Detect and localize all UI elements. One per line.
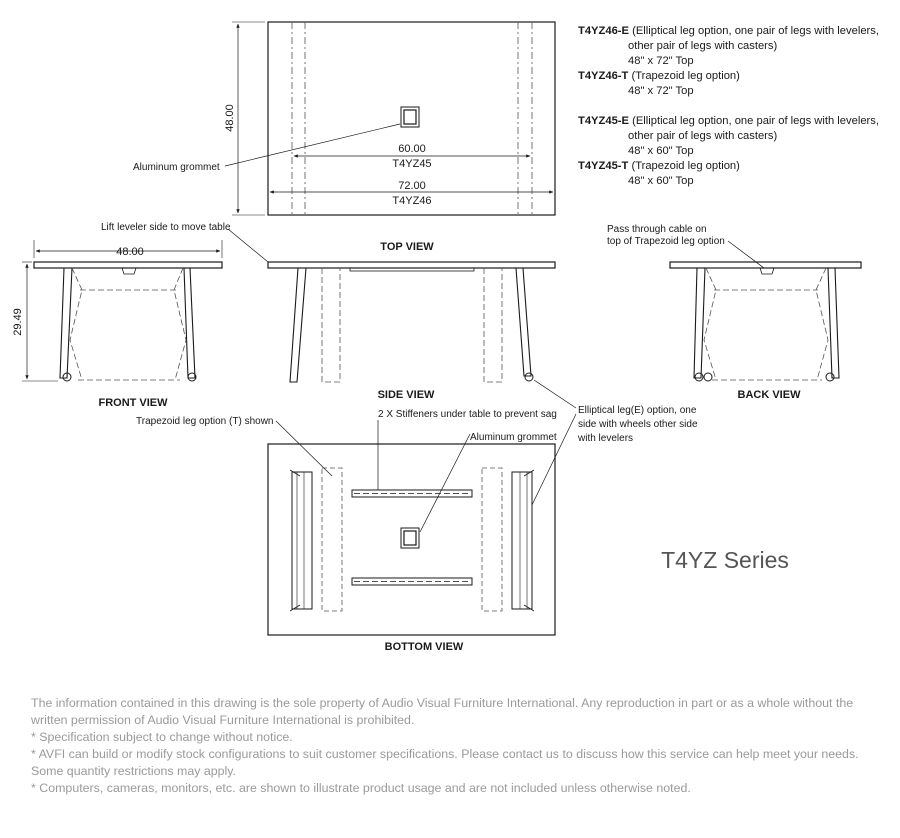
elliptical-label-line1: Elliptical leg(E) option, one <box>578 405 697 416</box>
bottom-view-title: BOTTOM VIEW <box>384 641 464 653</box>
top-inner-model: T4YZ45 <box>392 158 432 170</box>
spec-cont: other pair of legs with casters) <box>628 130 778 142</box>
top-outer-length: 72.00 <box>398 180 426 192</box>
spec-gap <box>578 99 893 114</box>
cable-label-line1: Pass through cable on <box>607 224 707 235</box>
spec-size: 48" x 60" Top <box>628 145 694 157</box>
top-inner-length: 60.00 <box>398 143 426 155</box>
top-grommet-label: Aluminum grommet <box>133 162 220 173</box>
spec-line <box>578 69 893 84</box>
elliptical-label-line3: with levelers <box>578 433 634 444</box>
trapezoid-label: Trapezoid leg option (T) shown <box>136 416 274 427</box>
note-illustration: * Computers, cameras, monitors, etc. are shown to illustrate product usage and are not included unless otherwise noted. <box>31 781 691 795</box>
lift-leveler-label: Lift leveler side to move table <box>101 222 231 233</box>
stiffener-label: 2 X Stiffeners under table to prevent sag <box>378 409 557 420</box>
spec-code: T4YZ45-T <box>578 160 629 172</box>
side-view-title: SIDE VIEW <box>377 389 435 401</box>
front-height-dim: 29.49 <box>12 308 24 336</box>
model-spec-list <box>578 24 893 189</box>
note-ownership: The information contained in this drawing is the sole property of Audio Visual Furniture International. Any reproduction in part or as a whole without the written permission of Audio Visual Furniture International is prohibited. <box>31 696 854 727</box>
spec-desc: (Trapezoid leg option) <box>628 70 740 82</box>
spec-code: T4YZ46-E <box>578 25 629 37</box>
top-depth-dim: 48.00 <box>224 104 236 132</box>
spec-desc: (Trapezoid leg option) <box>628 160 740 172</box>
bottom-grommet-label: Aluminum grommet <box>470 432 557 443</box>
top-view-title: TOP VIEW <box>380 241 434 253</box>
bottom-view <box>268 414 576 635</box>
spec-line <box>578 24 893 39</box>
series-title: T4YZ Series <box>661 547 789 573</box>
spec-size: 48" x 72" Top <box>628 85 694 97</box>
spec-desc: (Elliptical leg option, one pair of legs with levelers, <box>628 25 879 37</box>
cable-label-line2: top of Trapezoid leg option <box>607 236 725 247</box>
spec-line <box>578 114 893 129</box>
front-view-title: FRONT VIEW <box>98 397 168 409</box>
spec-size: 48" x 60" Top <box>628 175 694 187</box>
spec-code: T4YZ45-E <box>578 115 629 127</box>
front-view <box>22 240 222 381</box>
spec-cont: other pair of legs with casters) <box>628 40 778 52</box>
top-view <box>225 22 555 215</box>
note-custom: * AVFI can build or modify stock configurations to suit customer specifications. Please contact us to discuss how this service can help meet your needs. Some quantity restrictions may apply. <box>31 747 859 778</box>
back-view-title: BACK VIEW <box>737 389 801 401</box>
note-spec-change: * Specification subject to change without notice. <box>31 730 293 744</box>
back-view <box>670 241 861 381</box>
spec-desc: (Elliptical leg option, one pair of legs with levelers, <box>628 115 879 127</box>
side-view <box>228 229 576 408</box>
elliptical-label-line2: side with wheels other side <box>578 419 698 430</box>
front-width-dim: 48.00 <box>116 246 144 258</box>
disclaimer-notes <box>31 695 881 797</box>
top-outer-model: T4YZ46 <box>392 195 432 207</box>
spec-size: 48" x 72" Top <box>628 55 694 67</box>
spec-line <box>578 159 893 174</box>
spec-code: T4YZ46-T <box>578 70 629 82</box>
